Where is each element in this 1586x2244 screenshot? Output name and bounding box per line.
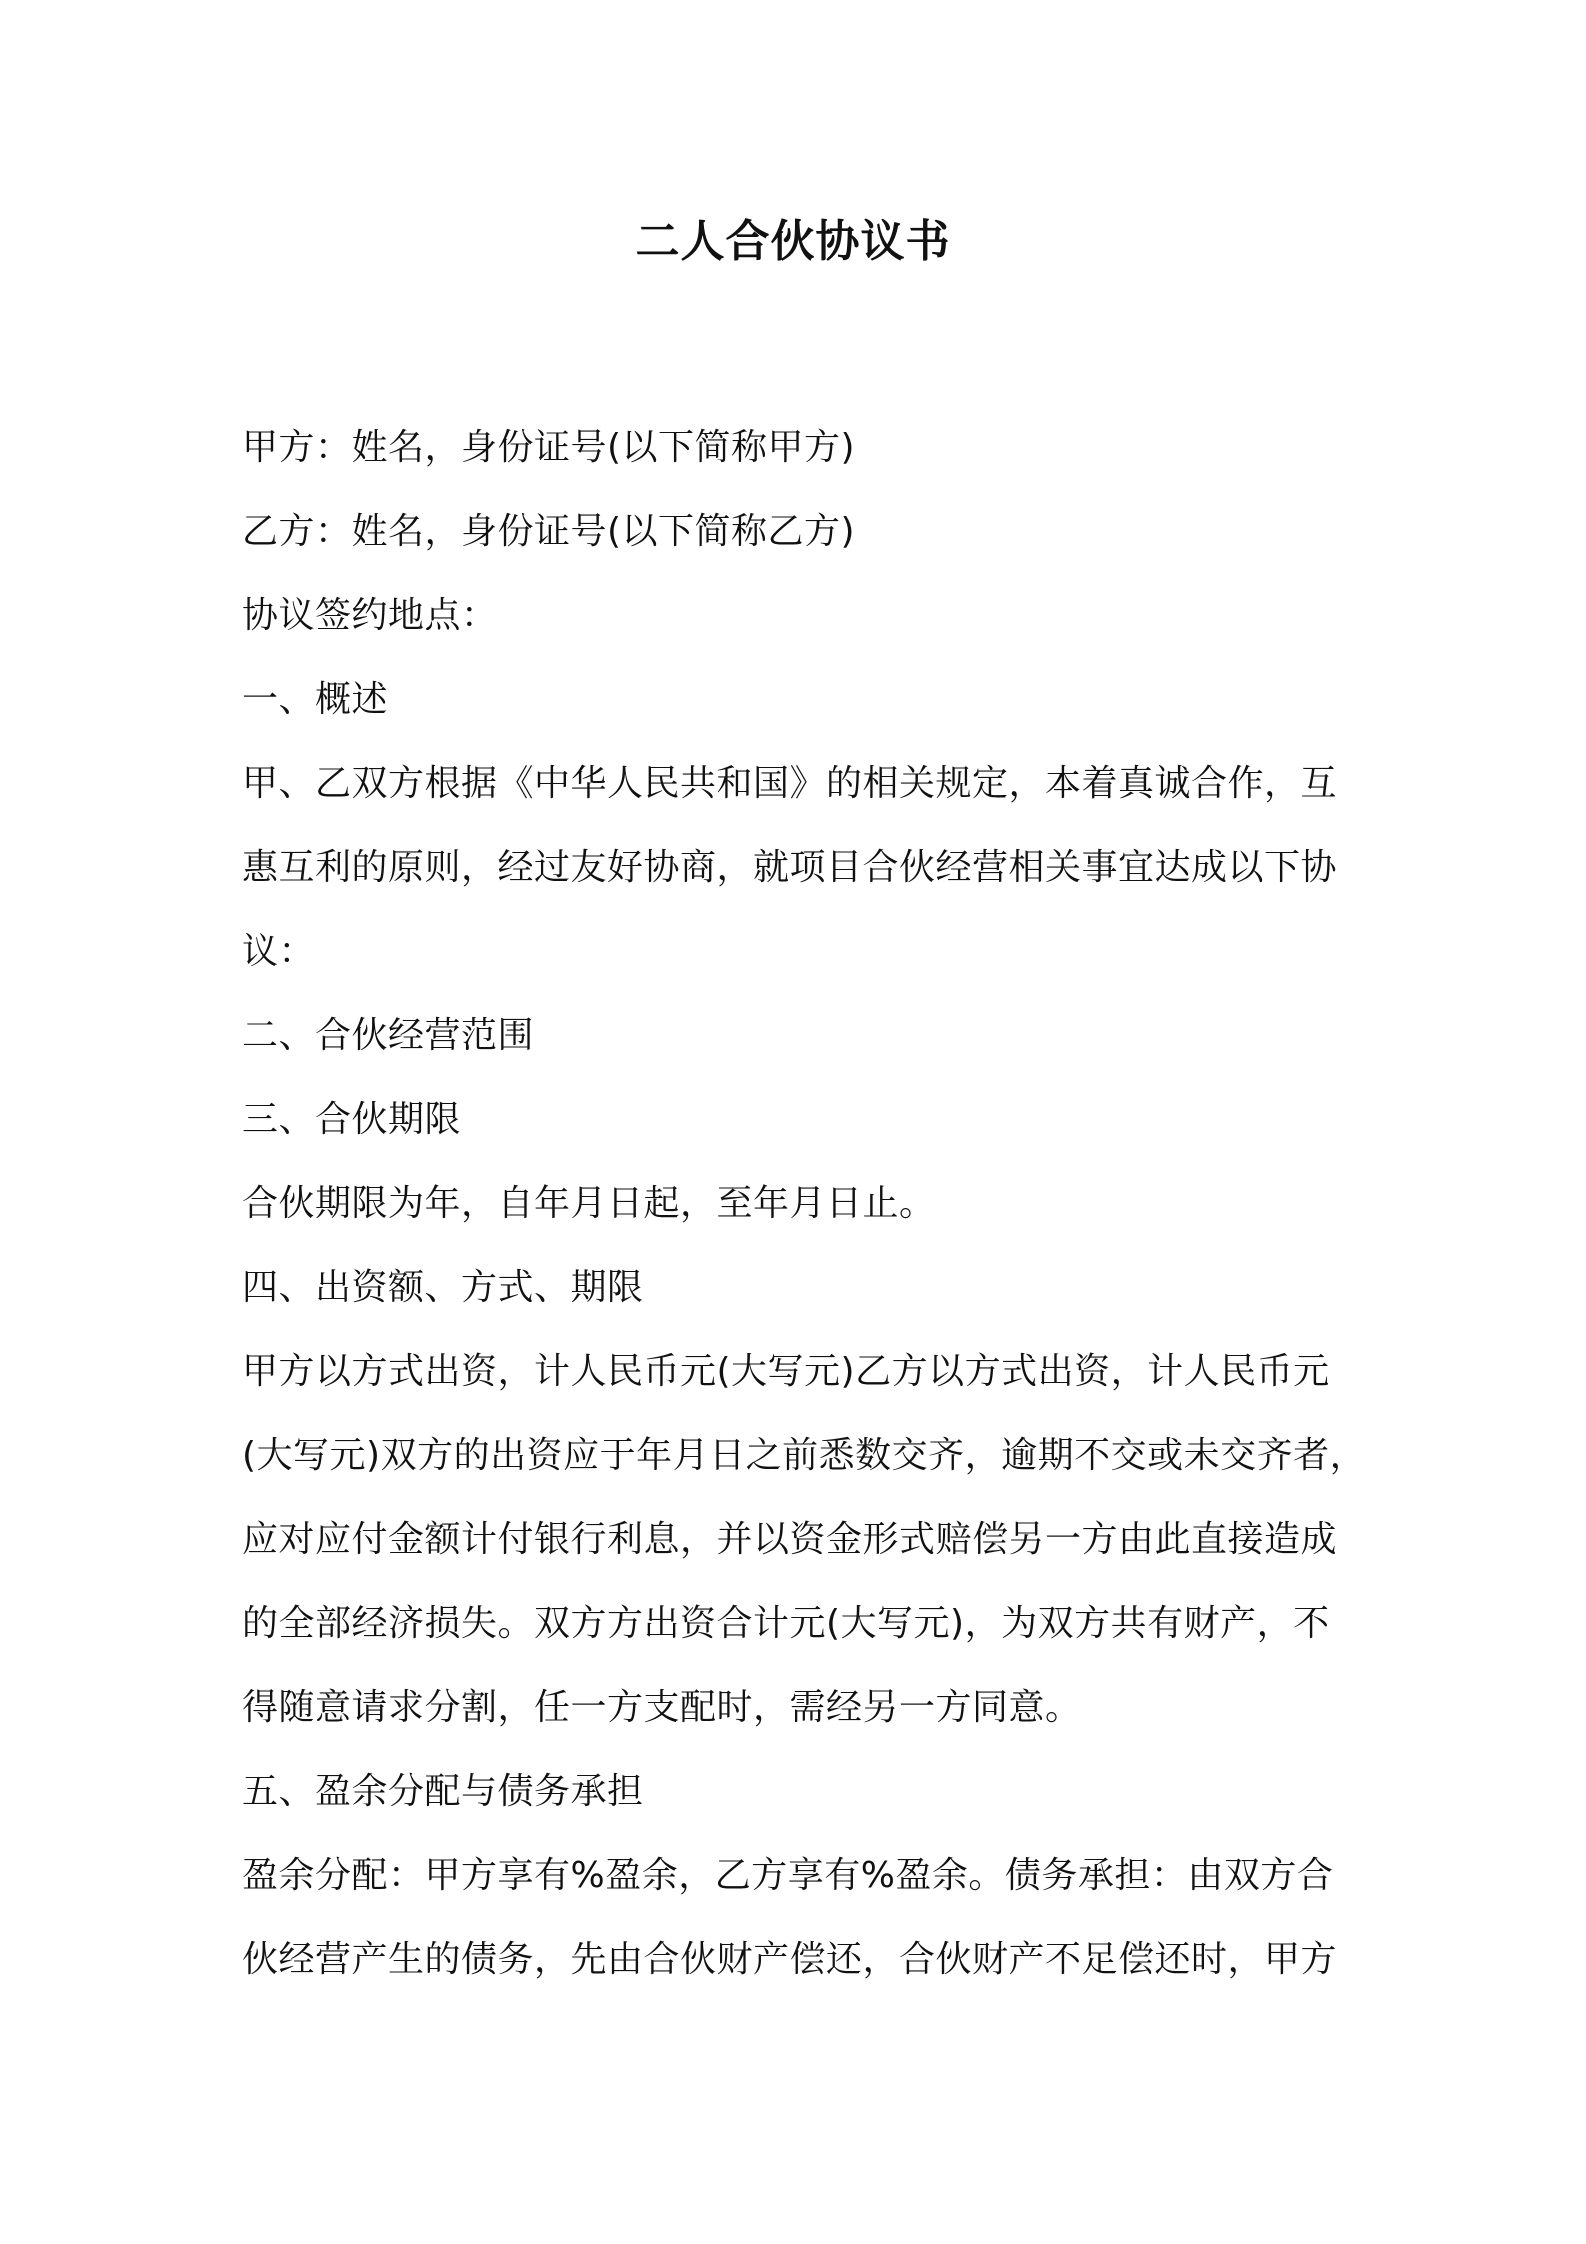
profit-debt-paragraph-line: 盈余分配：甲方享有%盈余，乙方享有%盈余。债务承担：由双方合 [242,1855,1334,1896]
capital-paragraph-line: 甲方以方式出资，计人民币元(大写元)乙方以方式出资，计人民币元 [242,1351,1330,1392]
overview-paragraph-line: 惠互利的原则，经过友好协商，就项目合伙经营相关事宜达成以下协 [242,847,1338,888]
overview-paragraph-line: 议： [242,931,316,972]
capital-paragraph-line: 应对应付金额计付银行利息，并以资金形式赔偿另一方由此直接造成 [242,1519,1338,1560]
document-body [242,406,1372,2002]
section-heading-profit-debt: 五、盈余分配与债务承担 [242,1771,644,1812]
overview-paragraph-line: 甲、乙双方根据《中华人民共和国》的相关规定，本着真诚合作，互 [242,763,1338,804]
party-b-line: 乙方：姓名，身份证号(以下简称乙方) [242,511,856,552]
term-paragraph-line: 合伙期限为年，自年月日起，至年月日止。 [242,1183,936,1224]
section-heading-term: 三、合伙期限 [242,1099,462,1140]
section-heading-overview: 一、概述 [242,679,389,720]
section-heading-capital: 四、出资额、方式、期限 [242,1267,644,1308]
signing-location-line: 协议签约地点： [242,595,498,636]
party-a-line: 甲方：姓名，身份证号(以下简称甲方) [242,427,856,468]
capital-paragraph-line: 得随意请求分割，任一方支配时，需经另一方同意。 [242,1687,1082,1728]
capital-paragraph-line: (大写元)双方的出资应于年月日之前悉数交齐，逾期不交或未交齐者， [242,1435,1367,1476]
section-heading-scope: 二、合伙经营范围 [242,1015,535,1056]
capital-paragraph-line: 的全部经济损失。双方方出资合计元(大写元)，为双方共有财产，不 [242,1603,1330,1644]
profit-debt-paragraph-line: 伙经营产生的债务，先由合伙财产偿还，合伙财产不足偿还时，甲方 [242,1939,1338,1980]
document-title: 二人合伙协议书 [635,216,951,267]
